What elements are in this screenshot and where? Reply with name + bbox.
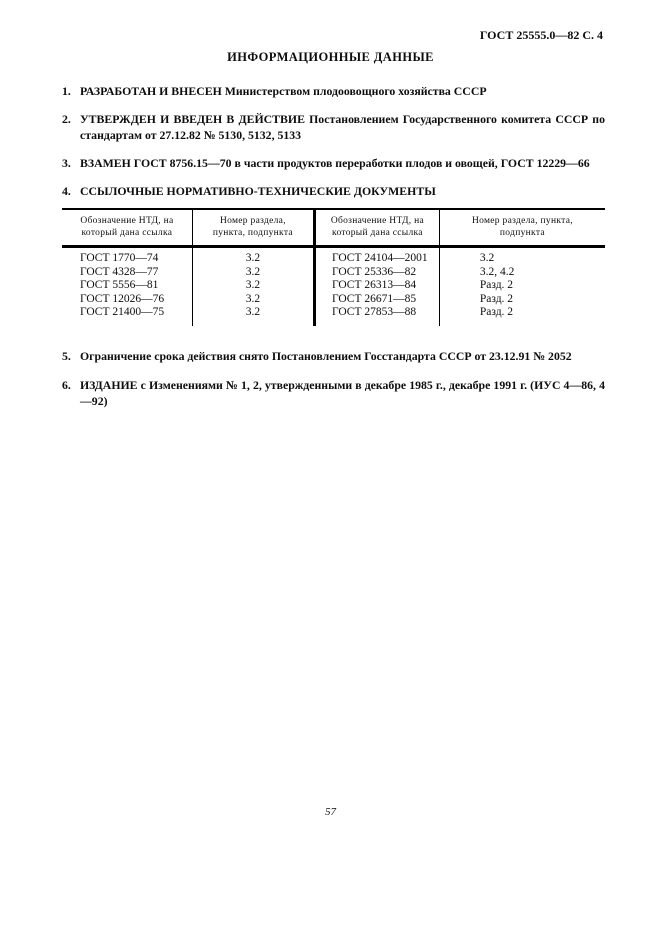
page-content — [62, 83, 605, 409]
section-number-cell: 3.2 — [192, 306, 314, 326]
item-number: 2. — [62, 112, 71, 126]
item-number: 5. — [62, 348, 71, 363]
ntd-designation-cell: ГОСТ 21400—75 — [80, 306, 165, 318]
ntd-designation-cell: ГОСТ 24104—2001 — [314, 247, 439, 266]
section-number-cell: 3.2 — [192, 279, 314, 293]
item-number: 1. — [62, 84, 71, 98]
info-item-1 — [62, 83, 605, 99]
column-header-section-left: Номер раздела, пункта, подпункта — [192, 209, 314, 247]
info-item-5 — [62, 348, 605, 364]
section-number-cell: Разд. 2 — [439, 279, 605, 293]
item-text: ИЗДАНИЕ с Изменениями № 1, 2, утвержденными в декабре 1985 г., декабре 1991 г. (ИУС 4—86, 4—92) — [80, 377, 605, 408]
table-header-row — [62, 209, 605, 247]
info-item-3 — [62, 155, 605, 171]
section-number-cell: 3.2 — [192, 247, 314, 266]
ntd-designation-cell: ГОСТ 27853—88 — [314, 306, 439, 326]
ntd-designation-cell: ГОСТ 26313—84 — [314, 279, 439, 293]
table-row — [62, 247, 605, 266]
ntd-designation-cell: ГОСТ 25336—82 — [314, 266, 439, 280]
table-row — [62, 279, 605, 293]
table-row — [62, 266, 605, 280]
reference-documents-table — [62, 208, 605, 326]
page-number: 57 — [325, 806, 336, 818]
ntd-designation-cell: ГОСТ 4328—77 — [80, 265, 159, 278]
ntd-designation-cell: ГОСТ 12026—76 — [80, 292, 165, 305]
ntd-designation-cell: ГОСТ 5556—81 — [80, 279, 159, 291]
page-title: ИНФОРМАЦИОННЫЕ ДАННЫЕ — [227, 50, 434, 64]
item-text: ВЗАМЕН ГОСТ 8756.15—70 в части продуктов переработки плодов и овощей, ГОСТ 12229—66 — [80, 156, 590, 170]
section-number-cell: 3.2 — [192, 266, 314, 280]
running-header: ГОСТ 25555.0—82 С. 4 — [479, 28, 603, 42]
item-number: 3. — [62, 156, 71, 170]
item-text: Ограничение срока действия снято Постановлением Госстандарта СССР от 23.12.91 № 2052 — [80, 348, 572, 363]
item-text: ССЫЛОЧНЫЕ НОРМАТИВНО-ТЕХНИЧЕСКИЕ ДОКУМЕНТЫ — [80, 184, 436, 198]
section-number-cell: 3.2 — [192, 293, 314, 307]
item-text: УТВЕРЖДЕН И ВВЕДЕН В ДЕЙСТВИЕ Постановлением Государственного комитета СССР по стандартам от 27.12.82 № 5130, 5132, 5133 — [80, 112, 605, 142]
ntd-designation-cell: ГОСТ 1770—74 — [80, 252, 159, 264]
column-header-section-right: Номер раздела, пункта, подпункта — [439, 209, 605, 247]
item-text: РАЗРАБОТАН И ВНЕСЕН Министерством плодоовощного хозяйства СССР — [80, 84, 487, 98]
info-item-6 — [62, 377, 605, 409]
section-number-cell: Разд. 2 — [439, 306, 605, 326]
column-header-ntd-right: Обозначение НТД, на который дана ссылка — [314, 209, 439, 247]
table-row — [62, 306, 605, 326]
item-number: 4. — [62, 184, 71, 198]
section-number-cell: Разд. 2 — [439, 293, 605, 307]
info-item-4 — [62, 183, 605, 199]
item-number: 6. — [62, 377, 71, 392]
section-number-cell: 3.2, 4.2 — [439, 266, 605, 280]
table-row — [62, 293, 605, 307]
column-header-ntd-left: Обозначение НТД, на который дана ссылка — [62, 209, 192, 247]
info-item-2 — [62, 111, 605, 143]
section-number-cell: 3.2 — [439, 247, 605, 266]
ntd-designation-cell: ГОСТ 26671—85 — [314, 293, 439, 307]
